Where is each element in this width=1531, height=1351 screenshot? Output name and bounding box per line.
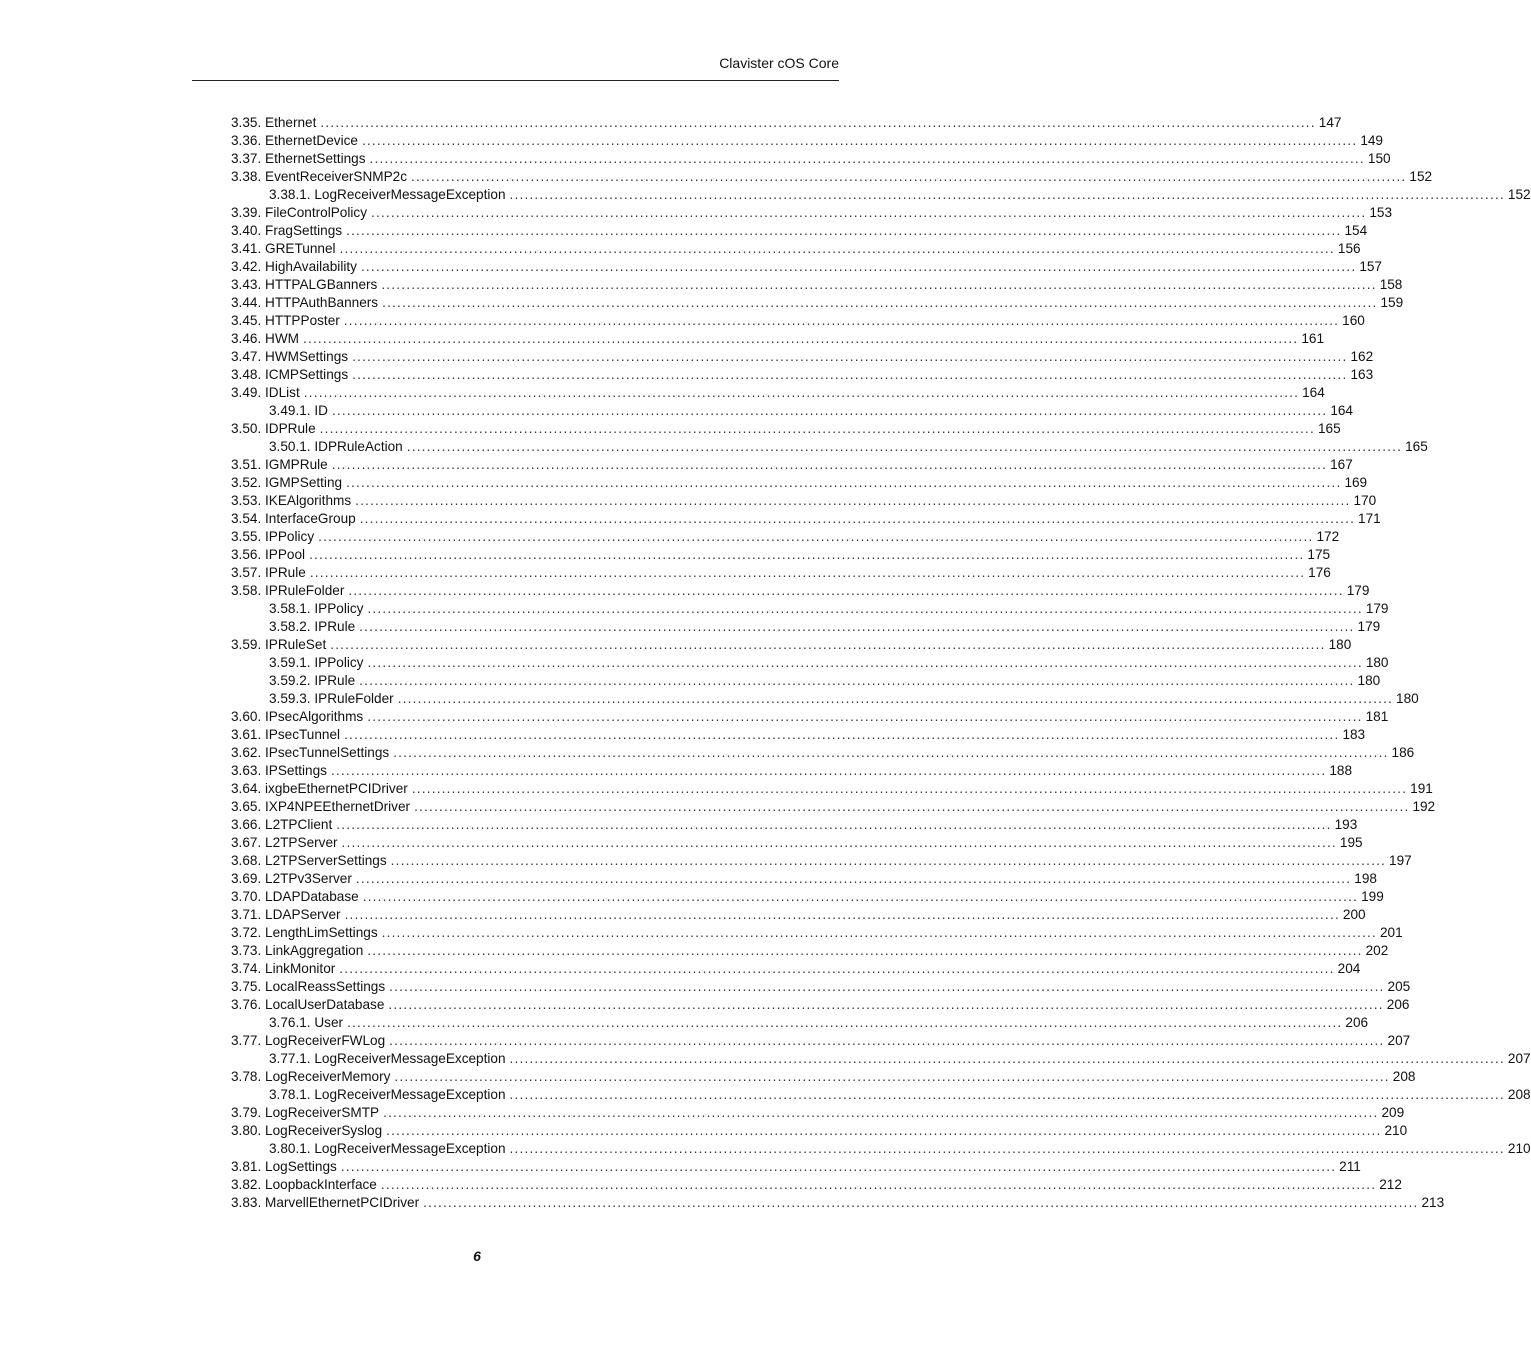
toc-dot-leader: ........................................................................................................................................................................................................ <box>344 727 1340 742</box>
toc-dot-leader: ........................................................................................................................................................................................................ <box>352 367 1348 382</box>
toc-entry[interactable] <box>231 528 1340 546</box>
toc-entry[interactable] <box>231 1086 1531 1104</box>
toc-entry[interactable] <box>231 150 1391 168</box>
toc-entry-title: 3.72. LengthLimSettings <box>231 925 378 940</box>
toc-entry[interactable] <box>231 204 1393 222</box>
toc-entry-page-number: 207 <box>1387 1033 1411 1048</box>
toc-entry[interactable] <box>231 600 1389 618</box>
toc-entry-page-number: 175 <box>1307 547 1331 562</box>
toc-entry-title: 3.58. IPRuleFolder <box>231 583 345 598</box>
toc-dot-leader: ........................................................................................................................................................................................................ <box>340 1159 1337 1174</box>
toc-entry[interactable] <box>231 474 1368 492</box>
toc-entry-title: 3.61. IPsecTunnel <box>231 727 341 742</box>
toc-entry-page-number: 195 <box>1339 835 1363 850</box>
toc-entry-page-number: 161 <box>1301 331 1325 346</box>
toc-entry[interactable] <box>231 222 1368 240</box>
toc-entry[interactable] <box>231 960 1361 978</box>
toc-entry[interactable] <box>231 618 1381 636</box>
toc-dot-leader: ........................................................................................................................................................................................................ <box>361 133 1358 148</box>
toc-entry-title: 3.59.3. IPRuleFolder <box>269 691 394 706</box>
toc-entry[interactable] <box>231 1050 1531 1068</box>
toc-entry-title: 3.55. IPPolicy <box>231 529 315 544</box>
toc-entry[interactable] <box>231 924 1403 942</box>
toc-dot-leader: ........................................................................................................................................................................................................ <box>509 1051 1505 1066</box>
toc-entry[interactable] <box>231 348 1374 366</box>
toc-entry[interactable] <box>231 438 1428 456</box>
toc-entry-title: 3.47. HWMSettings <box>231 349 349 364</box>
toc-entry-page-number: 170 <box>1353 493 1377 508</box>
toc-entry-title: 3.79. LogReceiverSMTP <box>231 1105 380 1120</box>
toc-entry-title: 3.54. InterfaceGroup <box>231 511 356 526</box>
toc-entry-title: 3.82. LoopbackInterface <box>231 1177 377 1192</box>
toc-entry-title: 3.70. LDAPDatabase <box>231 889 359 904</box>
toc-entry-page-number: 147 <box>1318 115 1342 130</box>
toc-entry[interactable] <box>231 582 1370 600</box>
toc-entry-title: 3.76.1. User <box>269 1015 344 1030</box>
toc-entry-title: 3.75. LocalReassSettings <box>231 979 386 994</box>
toc-entry-page-number: 152 <box>1507 187 1531 202</box>
toc-entry-page-number: 165 <box>1405 439 1428 454</box>
toc-entry-title: 3.60. IPsecAlgorithms <box>231 709 364 724</box>
toc-entry[interactable] <box>231 978 1411 996</box>
toc-entry-title: 3.81. LogSettings <box>231 1159 337 1174</box>
toc-entry-page-number: 164 <box>1302 385 1325 400</box>
toc-entry[interactable] <box>231 798 1436 816</box>
toc-entry-title: 3.53. IKEAlgorithms <box>231 493 352 508</box>
toc-entry[interactable] <box>231 816 1358 834</box>
toc-dot-leader: ........................................................................................................................................................................................................ <box>303 385 1300 400</box>
toc-dot-leader: ........................................................................................................................................................................................................ <box>302 331 1299 346</box>
toc-entry-title: 3.45. HTTPPoster <box>231 313 340 328</box>
toc-entry-title: 3.40. FragSettings <box>231 223 343 238</box>
toc-entry-page-number: 154 <box>1344 223 1368 238</box>
toc-dot-leader: ........................................................................................................................................................................................................ <box>309 565 1306 580</box>
toc-dot-leader: ........................................................................................................................................................................................................ <box>339 241 1335 256</box>
toc-dot-leader: ........................................................................................................................................................................................................ <box>394 1069 1390 1084</box>
toc-entry[interactable] <box>231 942 1389 960</box>
toc-entry-title: 3.67. L2TPServer <box>231 835 338 850</box>
toc-entry[interactable] <box>231 330 1325 348</box>
toc-entry-title: 3.62. IPsecTunnelSettings <box>231 745 390 760</box>
toc-dot-leader: ........................................................................................................................................................................................................ <box>343 313 1340 328</box>
toc-entry-title: 3.64. ixgbeEthernetPCIDriver <box>231 781 408 796</box>
toc-entry-title: 3.48. ICMPSettings <box>231 367 349 382</box>
toc-dot-leader: ........................................................................................................................................................................................................ <box>362 889 1359 904</box>
toc-entry-title: 3.39. FileControlPolicy <box>231 205 367 220</box>
toc-entry[interactable] <box>231 1140 1531 1158</box>
toc-entry[interactable] <box>231 564 1331 582</box>
toc-dot-leader: ........................................................................................................................................................................................................ <box>359 673 1355 688</box>
toc-entry[interactable] <box>231 1122 1408 1140</box>
toc-entry[interactable] <box>231 852 1412 870</box>
toc-entry[interactable] <box>231 312 1365 330</box>
toc-entry-page-number: 201 <box>1379 925 1403 940</box>
toc-dot-leader: ........................................................................................................................................................................................................ <box>390 853 1387 868</box>
toc-entry-page-number: 213 <box>1421 1195 1445 1210</box>
toc-dot-leader: ........................................................................................................................................................................................................ <box>389 1033 1385 1048</box>
toc-entry-page-number: 212 <box>1379 1177 1402 1192</box>
toc-dot-leader: ........................................................................................................................................................................................................ <box>367 943 1363 958</box>
toc-entry[interactable] <box>231 1158 1361 1176</box>
toc-entry[interactable] <box>231 294 1404 312</box>
toc-entry[interactable] <box>231 258 1382 276</box>
toc-dot-leader: ........................................................................................................................................................................................................ <box>388 997 1384 1012</box>
toc-entry-page-number: 160 <box>1342 313 1365 328</box>
toc-entry[interactable] <box>231 402 1353 420</box>
toc-entry-title: 3.57. IPRule <box>231 565 306 580</box>
toc-entry-page-number: 205 <box>1387 979 1411 994</box>
toc-entry[interactable] <box>231 708 1389 726</box>
toc-entry[interactable] <box>231 240 1361 258</box>
toc-entry-title: 3.42. HighAvailability <box>231 259 357 274</box>
toc-entry[interactable] <box>231 870 1377 888</box>
toc-entry-page-number: 210 <box>1507 1141 1531 1156</box>
toc-entry[interactable] <box>231 636 1352 654</box>
toc-entry[interactable] <box>231 762 1353 780</box>
toc-entry-page-number: 198 <box>1354 871 1377 886</box>
toc-entry-page-number: 176 <box>1308 565 1331 580</box>
toc-entry-page-number: 186 <box>1391 745 1415 760</box>
toc-entry[interactable] <box>231 906 1366 924</box>
toc-entry[interactable] <box>231 114 1342 132</box>
toc-entry-page-number: 180 <box>1396 691 1419 706</box>
toc-entry-page-number: 207 <box>1507 1051 1531 1066</box>
toc-entry[interactable] <box>231 186 1531 204</box>
toc-dot-leader: ........................................................................................................................................................................................................ <box>309 547 1305 562</box>
toc-dot-leader: ........................................................................................................................................................................................................ <box>381 925 1377 940</box>
toc-entry[interactable] <box>231 1032 1411 1050</box>
toc-entry-title: 3.80.1. LogReceiverMessageException <box>269 1141 506 1156</box>
toc-entry-title: 3.65. IXP4NPEEthernetDriver <box>231 799 411 814</box>
toc-entry-page-number: 210 <box>1384 1123 1408 1138</box>
toc-dot-leader: ........................................................................................................................................................................................................ <box>380 1177 1377 1192</box>
toc-entry-page-number: 152 <box>1409 169 1433 184</box>
toc-dot-leader: ........................................................................................................................................................................................................ <box>411 781 1408 796</box>
toc-entry[interactable] <box>231 780 1433 798</box>
toc-dot-leader: ........................................................................................................................................................................................................ <box>348 583 1344 598</box>
toc-entry-page-number: 188 <box>1329 763 1353 778</box>
toc-entry-title: 3.59.2. IPRule <box>269 673 356 688</box>
toc-entry[interactable] <box>231 834 1363 852</box>
toc-entry-page-number: 211 <box>1339 1159 1361 1174</box>
toc-entry-page-number: 159 <box>1380 295 1404 310</box>
toc-entry-page-number: 164 <box>1330 403 1353 418</box>
toc-entry-page-number: 149 <box>1360 133 1383 148</box>
toc-dot-leader: ........................................................................................................................................................................................................ <box>509 187 1505 202</box>
toc-entry[interactable] <box>231 456 1353 474</box>
toc-dot-leader: ........................................................................................................................................................................................................ <box>371 205 1367 220</box>
toc-entry[interactable] <box>231 690 1419 708</box>
header-divider <box>192 80 839 81</box>
toc-entry[interactable] <box>231 672 1381 690</box>
toc-dot-leader: ........................................................................................................................................................................................................ <box>341 835 1337 850</box>
toc-entry[interactable] <box>231 996 1410 1014</box>
toc-entry[interactable] <box>231 726 1366 744</box>
toc-entry-title: 3.77. LogReceiverFWLog <box>231 1033 386 1048</box>
toc-entry[interactable] <box>231 366 1374 384</box>
toc-dot-leader: ........................................................................................................................................................................................................ <box>330 763 1327 778</box>
toc-entry-title: 3.76. LocalUserDatabase <box>231 997 385 1012</box>
toc-dot-leader: ........................................................................................................................................................................................................ <box>367 655 1363 670</box>
toc-entry-title: 3.35. Ethernet <box>231 115 317 130</box>
toc-entry-page-number: 192 <box>1412 799 1436 814</box>
toc-dot-leader: ........................................................................................................................................................................................................ <box>386 1123 1382 1138</box>
toc-entry-title: 3.83. MarvellEthernetPCIDriver <box>231 1195 420 1210</box>
toc-dot-leader: ........................................................................................................................................................................................................ <box>367 601 1363 616</box>
toc-entry-title: 3.78.1. LogReceiverMessageException <box>269 1087 506 1102</box>
toc-entry-page-number: 206 <box>1345 1015 1369 1030</box>
toc-entry[interactable] <box>231 168 1433 186</box>
toc-dot-leader: ........................................................................................................................................................................................................ <box>355 871 1352 886</box>
toc-dot-leader: ........................................................................................................................................................................................................ <box>352 349 1348 364</box>
toc-entry-page-number: 200 <box>1342 907 1366 922</box>
toc-entry-title: 3.49.1. ID <box>269 403 328 418</box>
toc-dot-leader: ........................................................................................................................................................................................................ <box>414 799 1410 814</box>
toc-dot-leader: ........................................................................................................................................................................................................ <box>406 439 1403 454</box>
running-header-title: Clavister cOS Core <box>719 55 839 71</box>
toc-dot-leader: ........................................................................................................................................................................................................ <box>347 1015 1343 1030</box>
toc-entry-page-number: 150 <box>1367 151 1391 166</box>
toc-entry-page-number: 158 <box>1379 277 1403 292</box>
toc-dot-leader: ........................................................................................................................................................................................................ <box>382 295 1378 310</box>
toc-entry[interactable] <box>231 420 1341 438</box>
toc-entry-title: 3.71. LDAPServer <box>231 907 341 922</box>
toc-entry[interactable] <box>231 492 1377 510</box>
toc-entry-title: 3.77.1. LogReceiverMessageException <box>269 1051 506 1066</box>
toc-dot-leader: ........................................................................................................................................................................................................ <box>411 169 1407 184</box>
toc-dot-leader: ........................................................................................................................................................................................................ <box>331 457 1328 472</box>
toc-entry-title: 3.46. HWM <box>231 331 299 346</box>
toc-entry-title: 3.49. IDList <box>231 385 300 400</box>
toc-entry-title: 3.68. L2TPServerSettings <box>231 853 387 868</box>
toc-dot-leader: ........................................................................................................................................................................................................ <box>381 277 1377 292</box>
toc-entry-page-number: 171 <box>1358 511 1381 526</box>
toc-entry[interactable] <box>231 1176 1402 1194</box>
toc-entry-title: 3.51. IGMPRule <box>231 457 328 472</box>
toc-entry-title: 3.52. IGMPSetting <box>231 475 343 490</box>
toc-entry-title: 3.38. EventReceiverSNMP2c <box>231 169 408 184</box>
toc-entry[interactable] <box>231 276 1403 294</box>
toc-entry[interactable] <box>231 744 1415 762</box>
toc-entry-page-number: 169 <box>1344 475 1368 490</box>
toc-entry-title: 3.80. LogReceiverSyslog <box>231 1123 383 1138</box>
toc-entry-title: 3.37. EthernetSettings <box>231 151 366 166</box>
toc-entry-page-number: 180 <box>1365 655 1389 670</box>
toc-entry-title: 3.44. HTTPAuthBanners <box>231 295 379 310</box>
toc-entry[interactable] <box>231 510 1381 528</box>
toc-entry-title: 3.56. IPPool <box>231 547 306 562</box>
toc-entry-title: 3.63. IPSettings <box>231 763 327 778</box>
toc-entry-page-number: 162 <box>1350 349 1374 364</box>
toc-entry-page-number: 181 <box>1365 709 1389 724</box>
toc-entry-page-number: 180 <box>1328 637 1352 652</box>
toc-entry-page-number: 165 <box>1318 421 1341 436</box>
toc-entry-title: 3.69. L2TPv3Server <box>231 871 352 886</box>
toc-entry-title: 3.50.1. IDPRuleAction <box>269 439 403 454</box>
page-number: 6 <box>473 1248 481 1264</box>
toc-entry-page-number: 209 <box>1381 1105 1405 1120</box>
toc-dot-leader: ........................................................................................................................................................................................................ <box>360 259 1357 274</box>
toc-entry-page-number: 193 <box>1334 817 1358 832</box>
toc-entry-page-number: 153 <box>1369 205 1393 220</box>
toc-dot-leader: ........................................................................................................................................................................................................ <box>369 151 1365 166</box>
toc-entry[interactable] <box>231 132 1383 150</box>
toc-dot-leader: ........................................................................................................................................................................................................ <box>330 637 1326 652</box>
toc-entry-title: 3.36. EthernetDevice <box>231 133 358 148</box>
toc-entry-page-number: 179 <box>1346 583 1370 598</box>
toc-dot-leader: ........................................................................................................................................................................................................ <box>331 403 1328 418</box>
toc-entry-page-number: 180 <box>1357 673 1381 688</box>
toc-entry-page-number: 208 <box>1507 1087 1531 1102</box>
toc-dot-leader: ........................................................................................................................................................................................................ <box>359 619 1355 634</box>
toc-dot-leader: ........................................................................................................................................................................................................ <box>397 691 1394 706</box>
toc-dot-leader: ........................................................................................................................................................................................................ <box>344 907 1340 922</box>
toc-entry-title: 3.59. IPRuleSet <box>231 637 327 652</box>
toc-dot-leader: ........................................................................................................................................................................................................ <box>359 511 1356 526</box>
toc-entry-title: 3.41. GRETunnel <box>231 241 336 256</box>
toc-dot-leader: ........................................................................................................................................................................................................ <box>383 1105 1379 1120</box>
toc-entry-page-number: 197 <box>1389 853 1412 868</box>
toc-entry-page-number: 167 <box>1330 457 1353 472</box>
toc-entry-title: 3.73. LinkAggregation <box>231 943 364 958</box>
toc-entry-title: 3.38.1. LogReceiverMessageException <box>269 187 506 202</box>
toc-entry-title: 3.43. HTTPALGBanners <box>231 277 378 292</box>
toc-entry-page-number: 204 <box>1337 961 1361 976</box>
toc-dot-leader: ........................................................................................................................................................................................................ <box>509 1087 1505 1102</box>
toc-dot-leader: ........................................................................................................................................................................................................ <box>509 1141 1505 1156</box>
toc-entry[interactable] <box>231 1014 1369 1032</box>
toc-entry-page-number: 179 <box>1357 619 1381 634</box>
toc-dot-leader: ........................................................................................................................................................................................................ <box>320 115 1316 130</box>
toc-entry-page-number: 172 <box>1316 529 1340 544</box>
toc-entry-page-number: 157 <box>1359 259 1382 274</box>
toc-entry[interactable] <box>231 888 1384 906</box>
toc-entry-title: 3.59.1. IPPolicy <box>269 655 364 670</box>
toc-dot-leader: ........................................................................................................................................................................................................ <box>339 961 1335 976</box>
toc-entry[interactable] <box>231 546 1331 564</box>
toc-dot-leader: ........................................................................................................................................................................................................ <box>346 475 1342 490</box>
toc-dot-leader: ........................................................................................................................................................................................................ <box>355 493 1351 508</box>
toc-entry[interactable] <box>231 384 1325 402</box>
toc-entry-page-number: 199 <box>1361 889 1384 904</box>
toc-dot-leader: ........................................................................................................................................................................................................ <box>393 745 1389 760</box>
toc-entry-page-number: 183 <box>1342 727 1366 742</box>
toc-dot-leader: ........................................................................................................................................................................................................ <box>336 817 1332 832</box>
toc-entry-page-number: 156 <box>1337 241 1361 256</box>
toc-entry-page-number: 191 <box>1410 781 1433 796</box>
toc-entry-title: 3.50. IDPRule <box>231 421 316 436</box>
toc-dot-leader: ........................................................................................................................................................................................................ <box>319 421 1315 436</box>
toc-entry[interactable] <box>231 1194 1445 1212</box>
toc-entry[interactable] <box>231 1068 1416 1086</box>
toc-dot-leader: ........................................................................................................................................................................................................ <box>423 1195 1419 1210</box>
toc-dot-leader: ........................................................................................................................................................................................................ <box>318 529 1314 544</box>
toc-entry-title: 3.74. LinkMonitor <box>231 961 336 976</box>
toc-entry-title: 3.58.1. IPPolicy <box>269 601 364 616</box>
toc-dot-leader: ........................................................................................................................................................................................................ <box>389 979 1385 994</box>
toc-entry-title: 3.66. L2TPClient <box>231 817 333 832</box>
toc-entry-page-number: 206 <box>1386 997 1410 1012</box>
toc-entry-title: 3.58.2. IPRule <box>269 619 356 634</box>
table-of-contents <box>231 114 1531 1212</box>
toc-entry-page-number: 179 <box>1365 601 1389 616</box>
toc-entry-page-number: 163 <box>1350 367 1374 382</box>
toc-entry-page-number: 202 <box>1365 943 1389 958</box>
toc-entry-page-number: 208 <box>1392 1069 1416 1084</box>
toc-entry-title: 3.78. LogReceiverMemory <box>231 1069 391 1084</box>
toc-entry[interactable] <box>231 654 1389 672</box>
toc-dot-leader: ........................................................................................................................................................................................................ <box>367 709 1363 724</box>
toc-entry[interactable] <box>231 1104 1405 1122</box>
toc-dot-leader: ........................................................................................................................................................................................................ <box>346 223 1342 238</box>
